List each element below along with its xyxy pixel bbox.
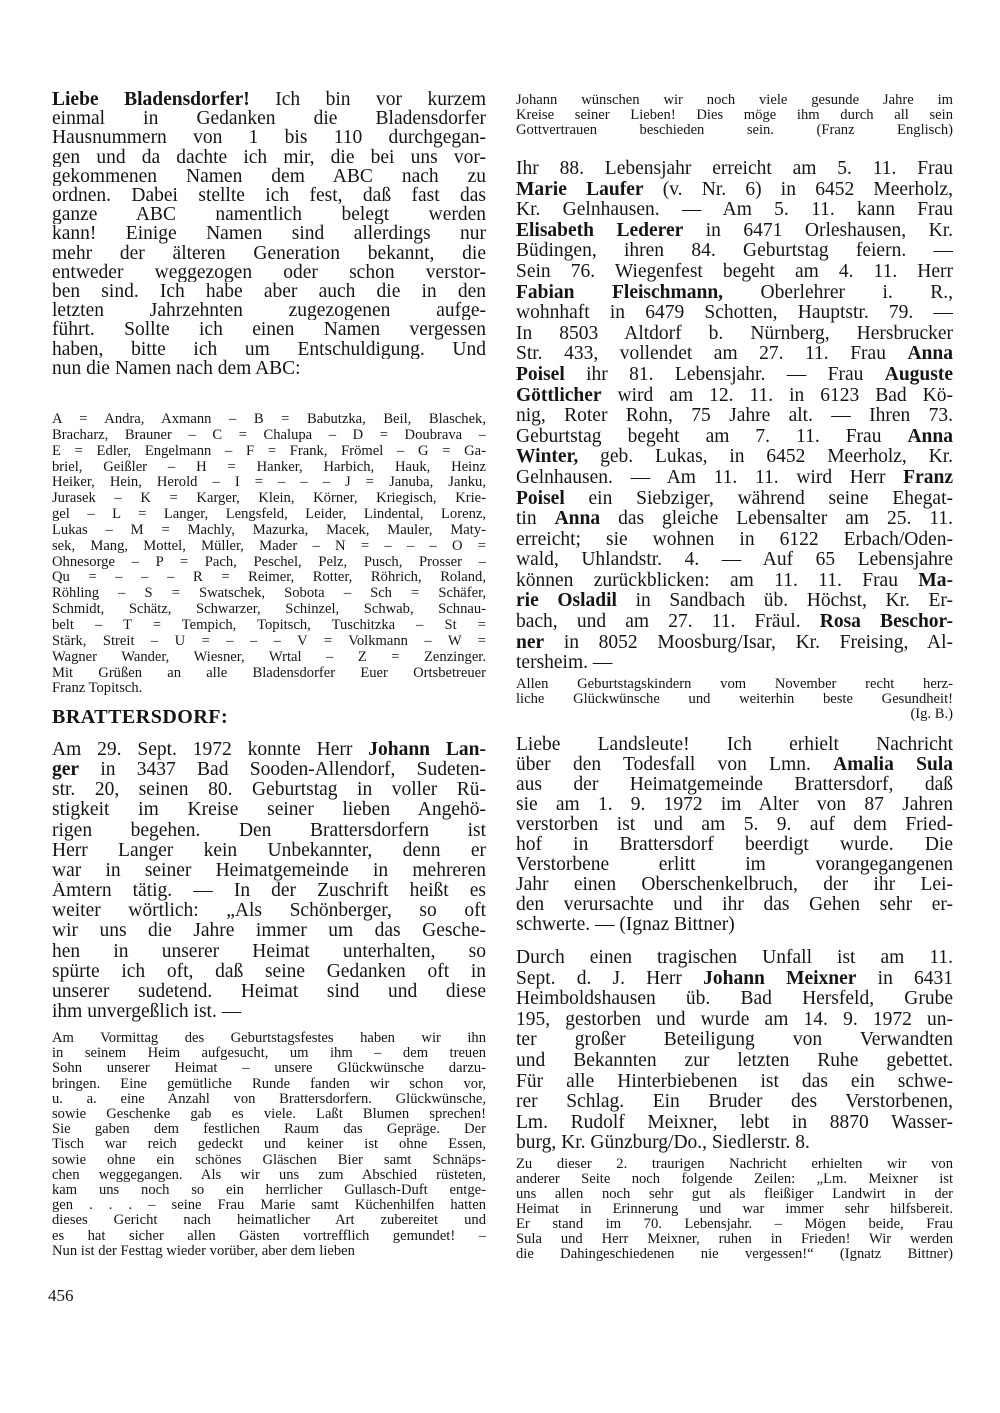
birthday-greeting [516,677,953,722]
text-line: einmal in Gedanken die Bladensdorfer [52,109,486,129]
text-line [52,760,486,780]
bold-name: Auguste [884,364,953,385]
bold-name: Elisabeth Lederer [516,220,684,241]
text-line: gen . . . – seine Frau Marie samt Küchenhilfen hatten [52,1198,486,1214]
text-line [516,612,953,633]
text-line: Kreise seiner Lieben! Dies möge ihm durch all sein [516,108,953,123]
text-line: Sohn unserer Heimat – unsere Glückwünsche darzu- [52,1061,486,1077]
text-line: sek, Mang, Mottel, Müller, Mader – N = – – – O = [52,538,486,554]
text-line: führt. Sollte ich einen Namen vergessen [52,320,486,340]
text-line: ben sind. Ich habe aber auch die in den [52,282,486,302]
text-line [516,969,953,990]
text-line: gen und da dachte ich mir, die bei uns vor- [52,147,486,167]
text-line: dieses Gericht nach heimatlicher Art zubereitet und [52,1213,486,1229]
bold-name: Fabian Fleischmann, [516,282,724,303]
text-line: Am Vormittag des Geburtstagsfestes haben wir ihn [52,1031,486,1046]
bold-name: Anna [907,426,953,447]
text-line: spürte ich oft, daß seine Gedanken oft in [52,961,486,982]
text-line: ihm unvergeßlich ist. — [52,1002,242,1023]
text-line: Hausnummern von 1 bis 110 durchgegan- [52,128,486,148]
text-line: E = Edler, Engelmann – F = Frank, Frömel – G = Ga- [52,443,486,459]
text-segment: Ich bin vor kurzem [249,90,486,110]
text-line: burg, Kr. Günzburg/Do., Siedlerstr. 8. [516,1133,810,1154]
text-segment: geb. Lukas, in 6452 Meerholz, Kr. [578,447,953,468]
bold-name: Göttlicher [516,385,602,406]
text-line: anderer Seite noch folgende Zeilen: „Lm. Meixner ist [516,1172,953,1187]
text-line: Qu = – – – R = Reimer, Rotter, Röhrich, Roland, [52,570,486,586]
text-line: uns allen noch sehr gut als fleißiger Landwirt in der [516,1187,953,1202]
text-line: ordnen. Dabei stellte ich fest, daß fast das [52,186,486,206]
text-segment: tin [516,509,555,530]
text-line: sowie ohne ein schönes Gläschen Bier samt Schnäps- [52,1152,486,1168]
text-line: hen in unserer Heimat unterhalten, so [52,941,486,962]
text-segment: Oberlehrer i. R., [723,282,953,303]
text-segment: das gleiche Lebensalter am 25. 11. [600,509,953,530]
bold-name: Rosa Beschor- [819,612,953,633]
bold-name: Liebe Bladensdorfer! [52,90,250,110]
bold-name: Johann Lan- [368,740,486,760]
meixner-obituary-paragraph [516,948,953,1154]
bold-name: Poisel [516,488,565,509]
text-line: war in seiner Heimatgemeinde in mehreren [52,860,486,881]
text-line: Allen Geburtstagskindern vom November recht herz- [516,677,953,692]
text-segment: Am 29. Sept. 1972 konnte Herr [52,740,369,760]
text-line: Lukas – M = Machly, Mazurka, Macek, Mauler, Maty- [52,522,486,538]
text-line [516,283,953,304]
text-line: Ämtern tätig. — In der Zuschrift heißt es [52,881,486,902]
birthday-visit-paragraph [52,1031,486,1259]
text-segment: Str. 433, vollendet am 27. 11. Frau [516,344,908,365]
text-line: haben, bitte ich um Entschuldigung. Und [52,339,486,359]
text-line: Kr. Gelnhausen. — Am 5. 11. kann Frau [516,200,953,221]
text-line [516,180,953,201]
text-line: entweder weggezogen oder schon verstor- [52,262,486,283]
text-segment: in Sandbach üb. Höchst, Kr. Er- [616,591,953,612]
text-line: erreicht; sie wohnen in 6122 Erbach/Oden- [516,529,953,550]
text-line: gekommenen Namen dem ABC nach zu [52,166,486,187]
bold-name: Anna [554,509,601,530]
text-line: es hat sicher allen Gästen vortrefflich gemundet! – [52,1228,486,1244]
text-line: liche Glückwünsche und weiterhin beste Gesundheit! [516,692,953,707]
bladensdorf-intro-paragraph [52,90,486,378]
text-line [516,468,953,489]
november-birthdays-paragraph [516,159,953,674]
text-line: Sie gaben dem festlichen Raum das Gepräge. Der [52,1122,486,1138]
text-segment: in 8052 Moosburg/Isar, Kr. Freising, Al- [544,632,953,653]
text-line: Stärk, Streit – U = – – – V = Volkmann – W = [52,633,486,649]
text-line: Durch einen tragischen Unfall ist am 11. [516,948,953,968]
text-segment: ein Siebziger, während seine Ehegat- [564,488,953,509]
text-line: nun die Namen nach dem ABC: [52,358,301,379]
text-line: A = Andra, Axmann – B = Babutzka, Beil, Blaschek, [52,412,486,427]
text-line: Er stand im 70. Lebensjahr. – Mögen beide, Frau [516,1217,953,1232]
text-line: mehr der älteren Generation bekannt, die [52,243,486,263]
text-line: Liebe Landsleute! Ich erhielt Nachricht [516,735,953,755]
text-segment: (v. Nr. 6) in 6452 Meerholz, [643,179,953,200]
text-line: schwerte. — (Ignaz Bittner) [516,915,735,935]
text-line: kam uns noch so ein herrlicher Gullasch-Duft entge- [52,1183,486,1199]
text-line: chen weggegangen. Als wir uns zum Abschied rüsteten, [52,1167,486,1183]
text-line: Tisch war reich gedeckt und keiner ist ohne Essen, [52,1137,486,1153]
section-heading-brattersdorf: BRATTERSDORF: [52,706,229,728]
text-line [516,427,953,448]
text-line: 195, gestorben und wurde am 14. 9. 1972 un- [516,1009,953,1030]
text-line: stigkeit im Kreise seiner lieben Angehö- [52,800,486,821]
text-line [516,221,953,242]
text-line [516,591,953,612]
text-line: unserer sudetend. Heimat sind und diese [52,981,486,1002]
page-number: 456 [48,1286,74,1305]
text-line: Heimat in Erinnerung und war immer sehr hilfsbereit. [516,1202,953,1217]
text-line: Sein 76. Wiegenfest begeht am 4. 11. Herr [516,261,953,282]
text-segment: Gelnhausen. — Am 11. 11. wird Herr [516,467,904,488]
text-line: die Dahingeschiedenen nie vergessen!“ (Ignatz Bittner) [516,1247,953,1262]
text-line: Johann wünschen wir noch viele gesunde Jahre im [516,93,953,108]
bold-name: Johann Meixner [703,968,857,989]
text-line: aus der Heimatgemeinde Brattersdorf, daß [516,775,953,795]
text-segment: ihr 81. Lebensjahr. — Frau [564,364,885,385]
text-line: Schmidt, Schätz, Schwarzer, Schinzel, Schwab, Schnau- [52,602,486,618]
text-segment: in 3437 Bad Sooden-Allendorf, Sudeten- [79,760,486,781]
text-line: kann! Einige Namen sind allerdings nur [52,224,486,244]
text-line: Heiker, Hein, Herold – I = – – – J = Januba, Janku, [52,475,486,491]
sula-obituary-paragraph [516,735,953,935]
text-line: Röhling – S = Swatschek, Sobota – Sch = Schäfer, [52,586,486,602]
text-line: rer Schlag. Ein Bruder des Verstorbenen, [516,1092,953,1113]
text-line: Jurasek – K = Karger, Klein, Körner, Kriegisch, Krie- [52,491,486,507]
text-line: sie am 1. 9. 1972 im Alter von 87 Jahren [516,795,953,815]
text-segment: Geburtstag begeht am 7. 11. Frau [516,426,908,447]
text-line: bringen. Eine gemütliche Runde fanden wir schon vor, [52,1076,486,1092]
greeting-signature: (Ig. B.) [910,707,953,722]
bold-name: Franz [903,467,953,488]
text-line [516,386,953,407]
text-segment: in 6471 Orleshausen, Kr. [683,220,953,241]
text-line [516,365,953,386]
text-line: Verstorbene erlitt im vorangegangenen [516,855,953,875]
text-line: Ihr 88. Lebensjahr erreicht am 5. 11. Frau [516,159,953,179]
bold-name: Winter, [516,447,579,468]
bold-name: Anna [907,344,953,365]
text-line: Zu dieser 2. traurigen Nachricht erhielten wir von [516,1157,953,1172]
text-line: Mit Grüßen an alle Bladensdorfer Euer Ortsbetreuer [52,665,486,681]
text-line: u. a. eine Anzahl von Brattersdorfern. Glückwünsche, [52,1091,486,1107]
text-line: weiter wörtlich: „Als Schönberger, so oft [52,901,486,922]
text-line: Gottvertrauen beschieden sein. (Franz Englisch) [516,123,953,138]
text-line: Büdingen, ihren 84. Geburtstag feiern. — [516,241,953,262]
text-line: in seinem Heim aufgesucht, um ihm – dem treuen [52,1046,486,1062]
text-line: Wagner Wander, Wiesner, Wrtal – Z = Zenzinger. [52,649,486,665]
bold-name: Poisel [516,364,565,385]
bladensdorf-name-list [52,412,486,697]
text-segment: wird am 12. 11. in 6123 Bad Kö- [601,385,953,406]
text-segment: können zurückblicken: am 11. 11. Frau [516,570,919,591]
text-line: str. 20, seinen 80. Geburtstag in voller Rü- [52,780,486,801]
text-line: verstorben ist und am 5. 9. auf dem Fried- [516,815,953,835]
text-line: ganze ABC namentlich belegt werden [52,205,486,225]
bold-name: Marie Laufer [516,179,644,200]
text-line [516,509,953,530]
text-line: tersheim. — [516,653,613,674]
bold-name: rie Osladil [516,591,617,612]
text-line [516,447,953,468]
greeting-lines [516,677,953,707]
birthday-visit-continuation [516,93,953,138]
text-line: Sula und Herr Meixner, ruhen in Frieden! Wir werden [516,1232,953,1247]
bold-name: Amalia Sula [833,755,953,775]
text-line: Bracharz, Brauner – C = Chalupa – D = Doubrava – [52,427,486,443]
text-line: letzten Jahrzehnten zugezogenen aufge- [52,301,486,321]
bold-name: ger [52,760,80,781]
text-line: Ohnesorge – P = Pach, Peschel, Pelz, Pusch, Prosser – [52,554,486,570]
text-line: Franz Topitsch. [52,681,143,697]
text-line: wald, Uhlandstr. 4. — Auf 65 Lebensjahre [516,550,953,571]
text-line [516,633,953,654]
text-segment: bach, und am 27. 11. Fräul. [516,612,820,633]
text-line: den verursachte und ihr das Gehen sehr er- [516,895,953,915]
text-line [52,740,486,760]
text-line: wir uns die Jahre immer um das Gesche- [52,921,486,942]
langer-birthday-paragraph [52,740,486,1022]
text-line: wohnhaft in 6479 Schotten, Hauptstr. 79. — [516,303,953,324]
text-line: rigen begehen. Den Brattersdorfern ist [52,820,486,841]
text-line: und Bekannten zur letzten Ruhe gebettet. [516,1050,953,1071]
text-line: In 8503 Altdorf b. Nürnberg, Hersbrucker [516,323,953,344]
text-line: belt – T = Tempich, Topitsch, Tuschitzka – St = [52,617,486,633]
text-line [52,90,486,109]
text-line: briel, Geißler – H = Hanker, Harbich, Hauk, Heinz [52,459,486,475]
text-line [516,755,953,775]
text-line: sowie Geschenke gab es viele. Laßt Blumen sprechen! [52,1107,486,1123]
text-line: Lm. Rudolf Meixner, lebt in 8870 Wasser- [516,1112,953,1133]
text-line: nig, Roter Rohn, 75 Jahre alt. — Ihren 73. [516,406,953,427]
text-line: Herr Langer kein Unbekannter, denn er [52,840,486,861]
text-line: Jahr einen Oberschenkelbruch, der ihr Lei- [516,875,953,895]
bold-name: Ma- [918,570,953,591]
text-line [516,571,953,592]
text-line: Für alle Hinterbiebenen ist das ein schwe- [516,1071,953,1092]
text-line: Heimboldshausen üb. Bad Hersfeld, Grube [516,989,953,1010]
text-line: ter großer Beteiligung von Verwandten [516,1030,953,1051]
meixner-note-paragraph [516,1157,953,1262]
text-line: Nun ist der Festtag wieder vorüber, aber dem lieben [52,1243,355,1259]
text-line: hof in Brattersdorf beerdigt wurde. Die [516,835,953,855]
text-segment: in 6431 [856,968,953,989]
text-line [516,344,953,365]
text-segment: Sept. d. J. Herr [516,968,704,989]
text-segment: über den Todesfall von Lmn. [516,755,834,775]
bold-name: ner [516,632,545,653]
text-line [516,489,953,510]
text-line: gel – L = Langer, Lengsfeld, Leider, Lindental, Lorenz, [52,507,486,523]
